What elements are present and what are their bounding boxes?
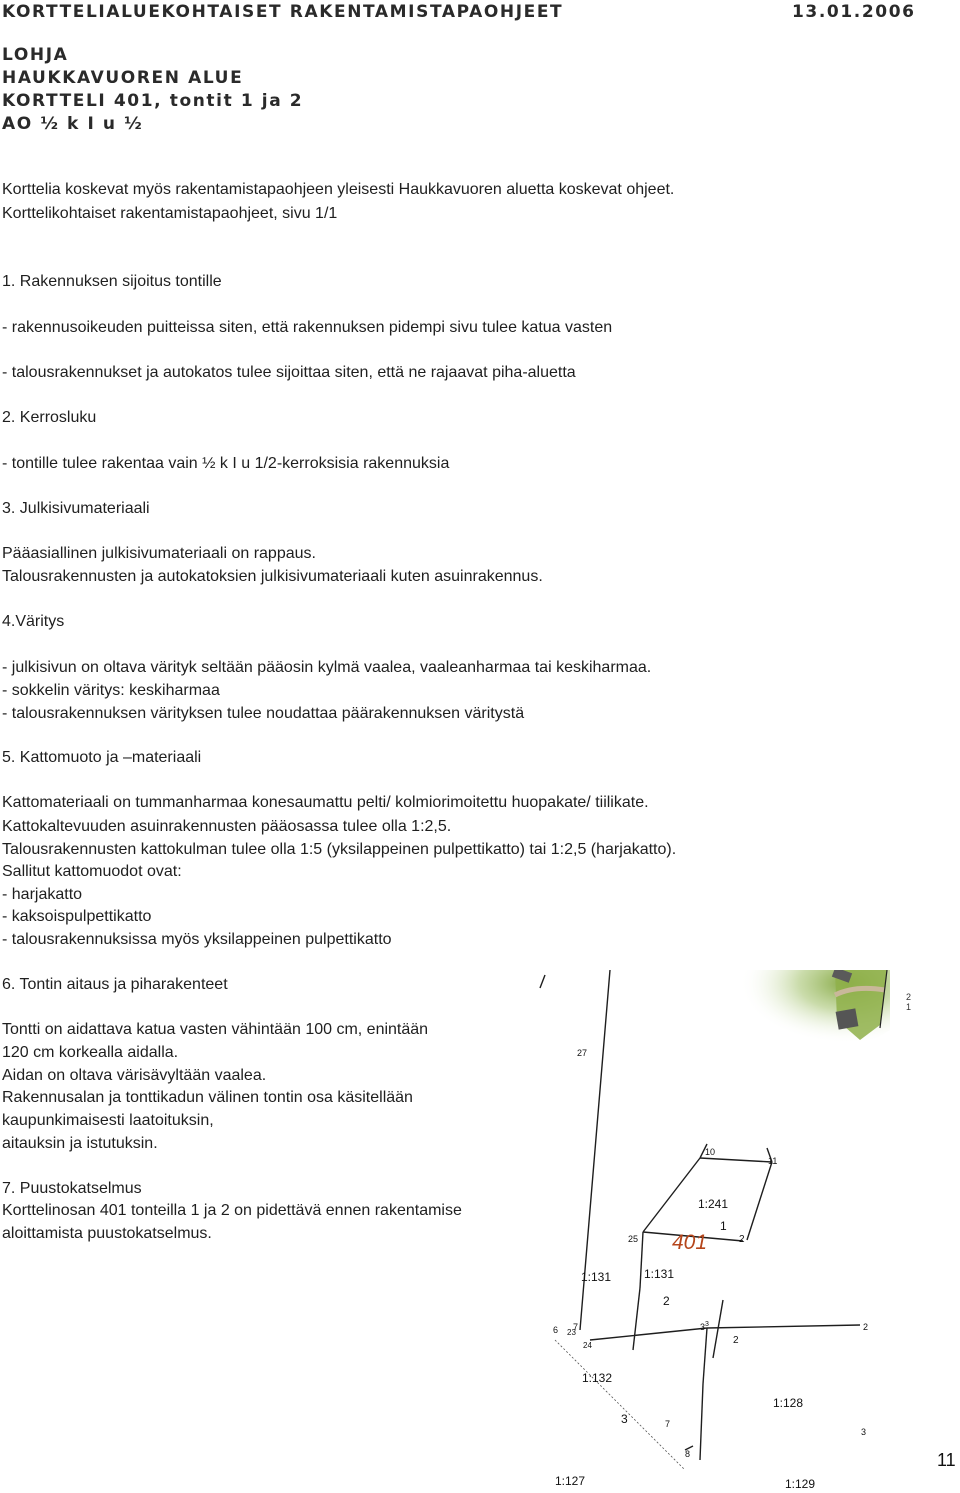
- section-line: 120 cm korkealla aidalla.: [2, 1044, 179, 1061]
- map-label: 3: [861, 1427, 867, 1437]
- section-line: aitauksin ja istutuksin.: [2, 1135, 158, 1152]
- map-label: 25: [628, 1234, 639, 1244]
- map-label: 2: [863, 1322, 869, 1332]
- section-line: Talousrakennusten ja autokatoksien julkisivumateriaali kuten asuinrakennus.: [2, 568, 543, 585]
- section-line: - kaksoispulpettikatto: [2, 908, 152, 925]
- section-line: Aidan on oltava värisävyltään vaalea.: [2, 1067, 267, 1084]
- map-label: 2: [733, 1335, 739, 1346]
- map-label: 6: [553, 1325, 559, 1335]
- header-line-block: KORTTELI 401, tontit 1 ja 2: [2, 91, 304, 111]
- document-title: KORTTELIALUEKOHTAISET RAKENTAMISTAPAOHJEET: [2, 2, 564, 22]
- section-line: - julkisivun on oltava värityk seltään pääosin kylmä vaalea, vaaleanharmaa tai keskiharmaa.: [2, 659, 652, 676]
- map-label: 24: [583, 1341, 592, 1350]
- map-label: 11: [768, 1156, 778, 1166]
- section-line: - talousrakennuksen värityksen tulee noudattaa päärakennuksen väritystä: [2, 705, 525, 722]
- section-title: 5. Kattomuoto ja –materiaali: [2, 749, 202, 766]
- section-line: - talousrakennukset ja autokatos tulee sijoittaa siten, että ne rajaavat piha-aluetta: [2, 364, 576, 381]
- section-line: Pääasiallinen julkisivumateriaali on rappaus.: [2, 545, 316, 562]
- map-label: 7: [573, 1322, 579, 1332]
- page-number: 11: [937, 1450, 956, 1470]
- header-line-area: HAUKKAVUOREN ALUE: [2, 68, 244, 88]
- intro-line: Korttelikohtaiset rakentamistapaohjeet, sivu 1/1: [2, 205, 338, 222]
- section-title: 4.Väritys: [2, 613, 65, 630]
- header-line-city: LOHJA: [2, 45, 69, 65]
- map-label: 8: [685, 1449, 691, 1459]
- map-label: 1:127: [555, 1474, 586, 1488]
- section-line: Korttelinosan 401 tonteilla 1 ja 2 on pidettävä ennen rakentamise: [2, 1202, 462, 1219]
- section-title: 2. Kerrosluku: [2, 409, 97, 426]
- section-line: Kattomateriaali on tummanharmaa konesaumattu pelti/ kolmiorimoitettu huopakate/ tiilikate.: [2, 794, 649, 811]
- section-line: - rakennusoikeuden puitteissa siten, että rakennuksen pidempi sivu tulee katua vasten: [2, 319, 613, 336]
- section-line: - sokkelin väritys: keskiharmaa: [2, 682, 220, 699]
- section-title: 6. Tontin aitaus ja piharakenteet: [2, 976, 228, 993]
- map-label: 1:128: [773, 1396, 804, 1410]
- intro-line: Korttelia koskevat myös rakentamistapaohjeen yleisesti Haukkavuoren aluetta koskevat ohjeet.: [2, 181, 675, 198]
- map-label: 2: [663, 1294, 670, 1308]
- map-label: 3: [700, 1322, 706, 1332]
- section-title: 3. Julkisivumateriaali: [2, 500, 150, 517]
- map-label: 2: [739, 1234, 745, 1245]
- section-line: Tontti on aidattava katua vasten vähintään 100 cm, enintään: [2, 1021, 429, 1038]
- map-label: 1:129: [785, 1477, 816, 1491]
- map-label: 1:132: [582, 1371, 613, 1385]
- section-line: kaupunkimaisesti laatoituksin,: [2, 1112, 214, 1129]
- map-label: 23: [567, 1328, 576, 1337]
- block-number-label: 401: [672, 1231, 708, 1254]
- section-line: - harjakatto: [2, 886, 83, 903]
- section-title: 1. Rakennuksen sijoitus tontille: [2, 273, 222, 290]
- site-plan-map: [535, 970, 925, 1493]
- map-label: 1:131: [581, 1270, 612, 1284]
- section-line: - tontille tulee rakentaa vain ½ k I u 1/2-kerroksisia rakennuksia: [2, 455, 450, 472]
- document-date: 13.01.2006: [792, 2, 916, 22]
- map-label: 1: [720, 1219, 727, 1233]
- header-line-zoning: AO ½ k I u ½: [2, 114, 144, 134]
- section-line: Kattokaltevuuden asuinrakennusten pääosassa tulee olla 1:2,5.: [2, 818, 452, 835]
- section-line: Talousrakennusten kattokulman tulee olla 1:5 (yksilappeinen pulpettikatto) tai 1:2,5 (harjakatto).: [2, 841, 677, 858]
- map-label: 27: [577, 1048, 588, 1058]
- map-label: 3: [705, 1321, 709, 1328]
- building-icon: [836, 1008, 859, 1029]
- map-edge-fragment: 2 1: [906, 992, 912, 1012]
- map-label: 3: [621, 1412, 628, 1426]
- section-title: 7. Puustokatselmus: [2, 1180, 142, 1197]
- dashed-boundary: [555, 1340, 685, 1470]
- section-line: - talousrakennuksissa myös yksilappeinen pulpettikatto: [2, 931, 392, 948]
- map-label: 10: [705, 1147, 716, 1157]
- map-label: 7: [665, 1419, 671, 1429]
- map-label: 1:131: [644, 1267, 675, 1281]
- section-line: Sallitut kattomuodot ovat:: [2, 863, 182, 880]
- map-label: 1:241: [698, 1197, 729, 1211]
- section-line: Rakennusalan ja tonttikadun välinen tontin osa käsitellään: [2, 1089, 413, 1106]
- section-line: aloittamista puustokatselmus.: [2, 1225, 212, 1242]
